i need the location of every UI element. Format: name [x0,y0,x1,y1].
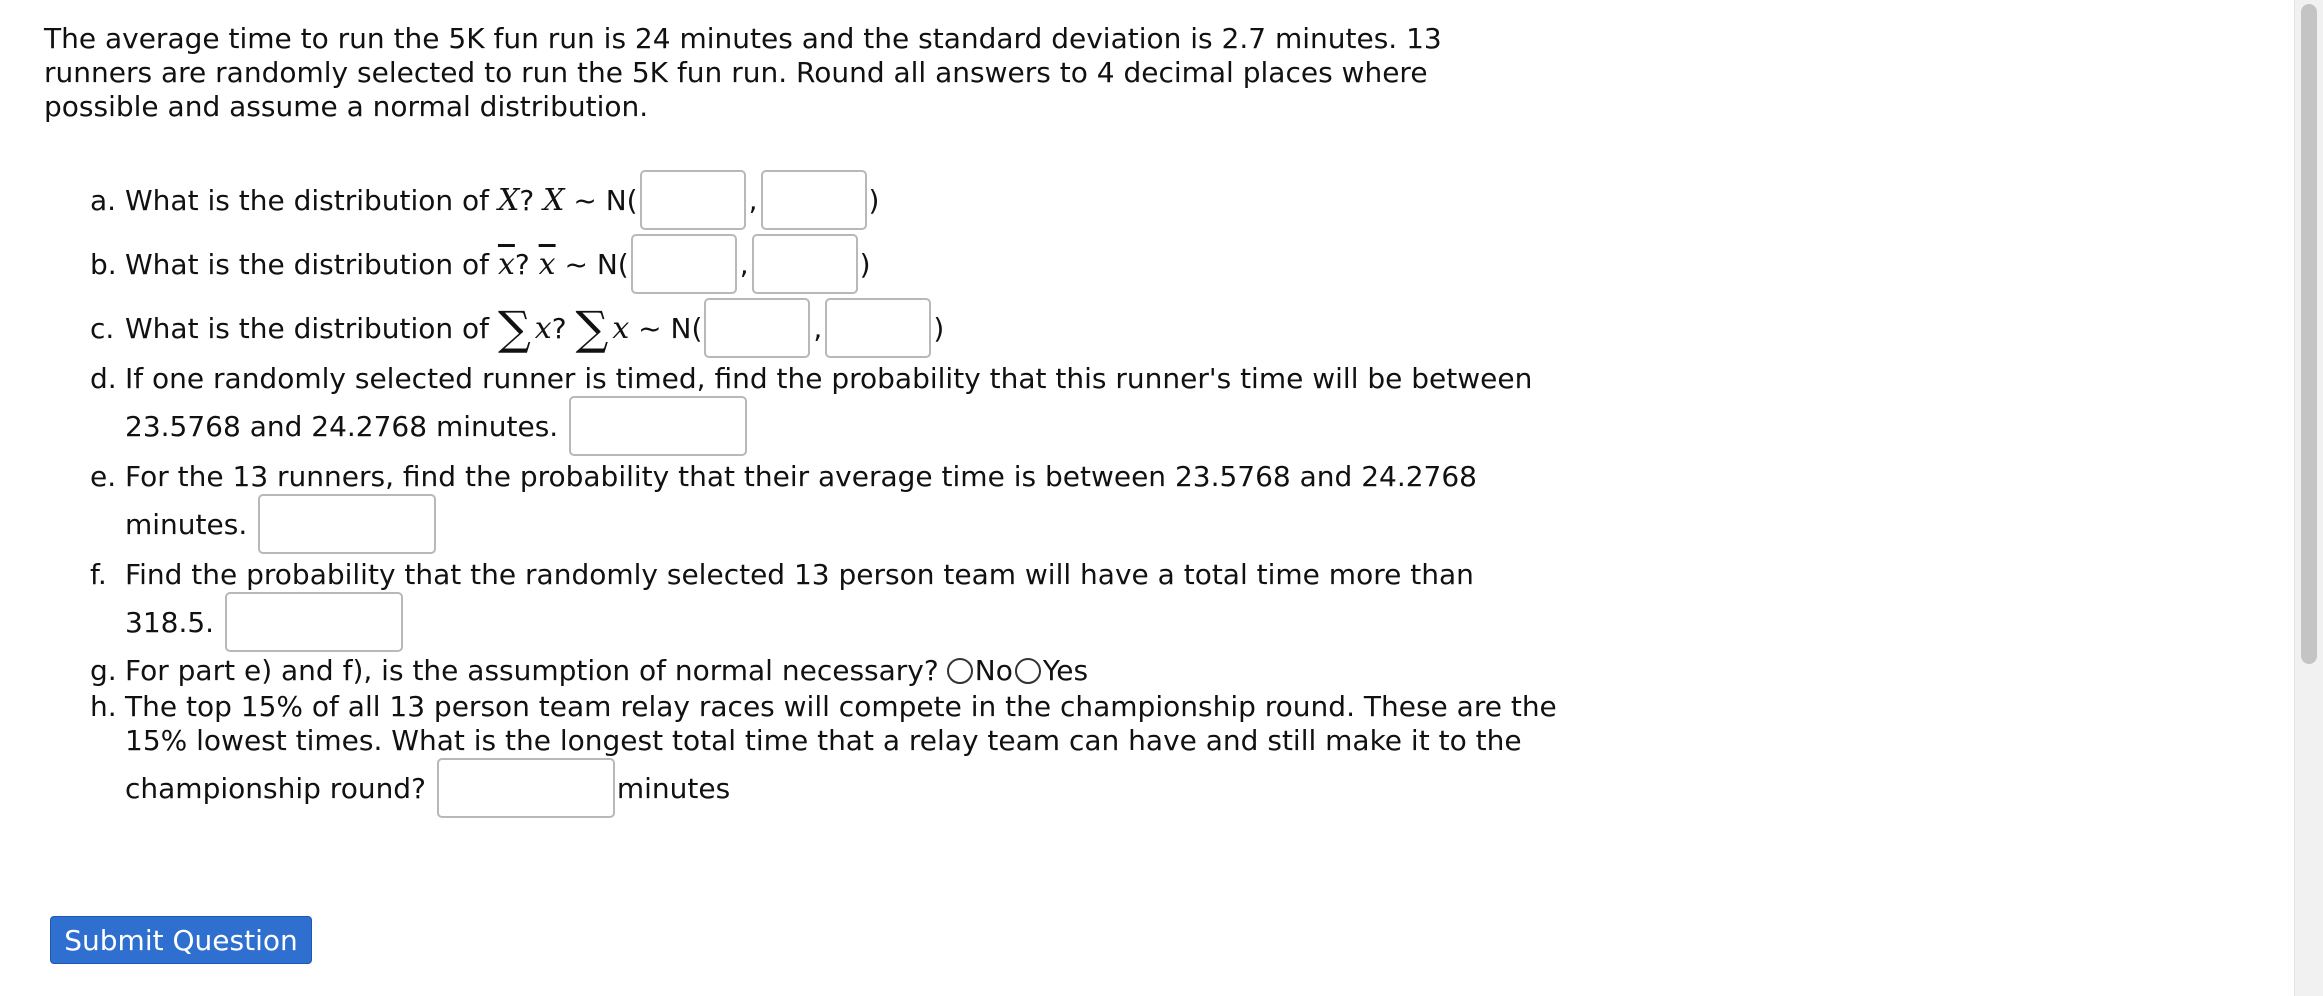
question-h-line3: championship round? [125,771,426,805]
answer-c-mean-input[interactable] [704,298,810,358]
question-a-var2: X [543,182,565,218]
question-g [90,654,1088,687]
scrollbar-thumb[interactable] [2301,4,2317,664]
question-a [90,170,879,230]
question-d-line2-row [125,396,749,456]
question-b-qmark: ? [514,247,530,281]
question-h-line2: 15% lowest times. What is the longest total time that a relay team can have and still make it to the [125,724,1522,757]
question-c-qmark: ? [551,311,567,345]
question-a-n-open: ~ N( [573,183,638,217]
page-scrollbar[interactable] [2294,0,2323,996]
answer-a-sd-input[interactable] [761,170,867,230]
question-e [90,460,1477,493]
question-e-line2-row [125,494,438,554]
radio-no-label: No [974,654,1013,687]
question-g-letter: g. [90,654,117,687]
question-c-text: What is the distribution of [125,311,490,345]
problem-statement: The average time to run the 5K fun run is 24 minutes and the standard deviation is 2.7 minutes. 13 runners are randomly selected to run the 5K fun run. Round all answers to 4 decimal places where possible and assume a normal distribution. [44,22,1442,123]
question-a-letter: a. [90,183,117,217]
question-c-letter: c. [90,311,115,345]
radio-no[interactable] [947,658,973,684]
question-e-letter: e. [90,460,117,493]
question-d-letter: d. [90,362,117,395]
question-f-letter: f. [90,558,107,591]
sigma-symbol: ∑ [497,301,531,355]
question-h-line1: The top 15% of all 13 person team relay races will compete in the championship round. These are the [125,690,1557,723]
question-d [90,362,1532,395]
answer-a-mean-input[interactable] [640,170,746,230]
question-d-line1: If one randomly selected runner is timed, find the probability that this runner's time will be between [125,362,1533,395]
question-b-var2: $\overline{x}$ [538,246,556,282]
question-c-n-open: ~ N( [638,311,703,345]
question-a-close: ) [868,183,880,217]
question-g-text: For part e) and f), is the assumption of normal necessary? [125,654,939,687]
answer-e-input[interactable] [258,494,436,554]
question-c-comma: , [813,311,823,345]
question-b-comma: , [739,247,749,281]
question-b-letter: b. [90,247,117,281]
question-b-text: What is the distribution of [125,247,490,281]
question-a-text: What is the distribution of [125,183,490,217]
question-c-var2: x [612,310,630,346]
question-a-var: X [497,182,520,218]
radio-yes-label: Yes [1042,654,1089,687]
question-b-close: ) [859,247,871,281]
question-b-var: $\overline{x}$ [497,246,515,282]
question-c [90,298,944,358]
answer-h-unit: minutes [616,771,731,805]
question-a-comma: , [748,183,758,217]
answer-b-sd-input[interactable] [752,234,858,294]
question-f [90,558,1474,591]
submit-question-button[interactable]: Submit Question [50,916,312,964]
answer-b-mean-input[interactable] [631,234,737,294]
question-h-letter: h. [90,690,117,723]
answer-d-input[interactable] [569,396,747,456]
answer-h-input[interactable] [437,758,615,818]
question-e-line1: For the 13 runners, find the probability that their average time is between 23.5768 and 24.2768 [125,460,1477,493]
question-h-line2-row [125,724,1522,757]
question-b [90,234,871,294]
question-a-qmark: ? [519,183,535,217]
question-b-n-open: ~ N( [564,247,629,281]
answer-f-input[interactable] [225,592,403,652]
sigma-symbol: ∑ [575,301,609,355]
question-f-line1: Find the probability that the randomly selected 13 person team will have a total time more than [125,558,1474,591]
question-f-line2: 318.5. [125,605,215,639]
question-d-line2: 23.5768 and 24.2768 minutes. [125,409,559,443]
question-e-line2: minutes. [125,507,248,541]
question-c-close: ) [933,311,945,345]
question-f-line2-row [125,592,405,652]
question-h [90,690,1557,723]
question-c-var: x [534,310,552,346]
answer-c-sd-input[interactable] [825,298,931,358]
question-h-line3-row [125,758,730,818]
radio-yes[interactable] [1015,658,1041,684]
